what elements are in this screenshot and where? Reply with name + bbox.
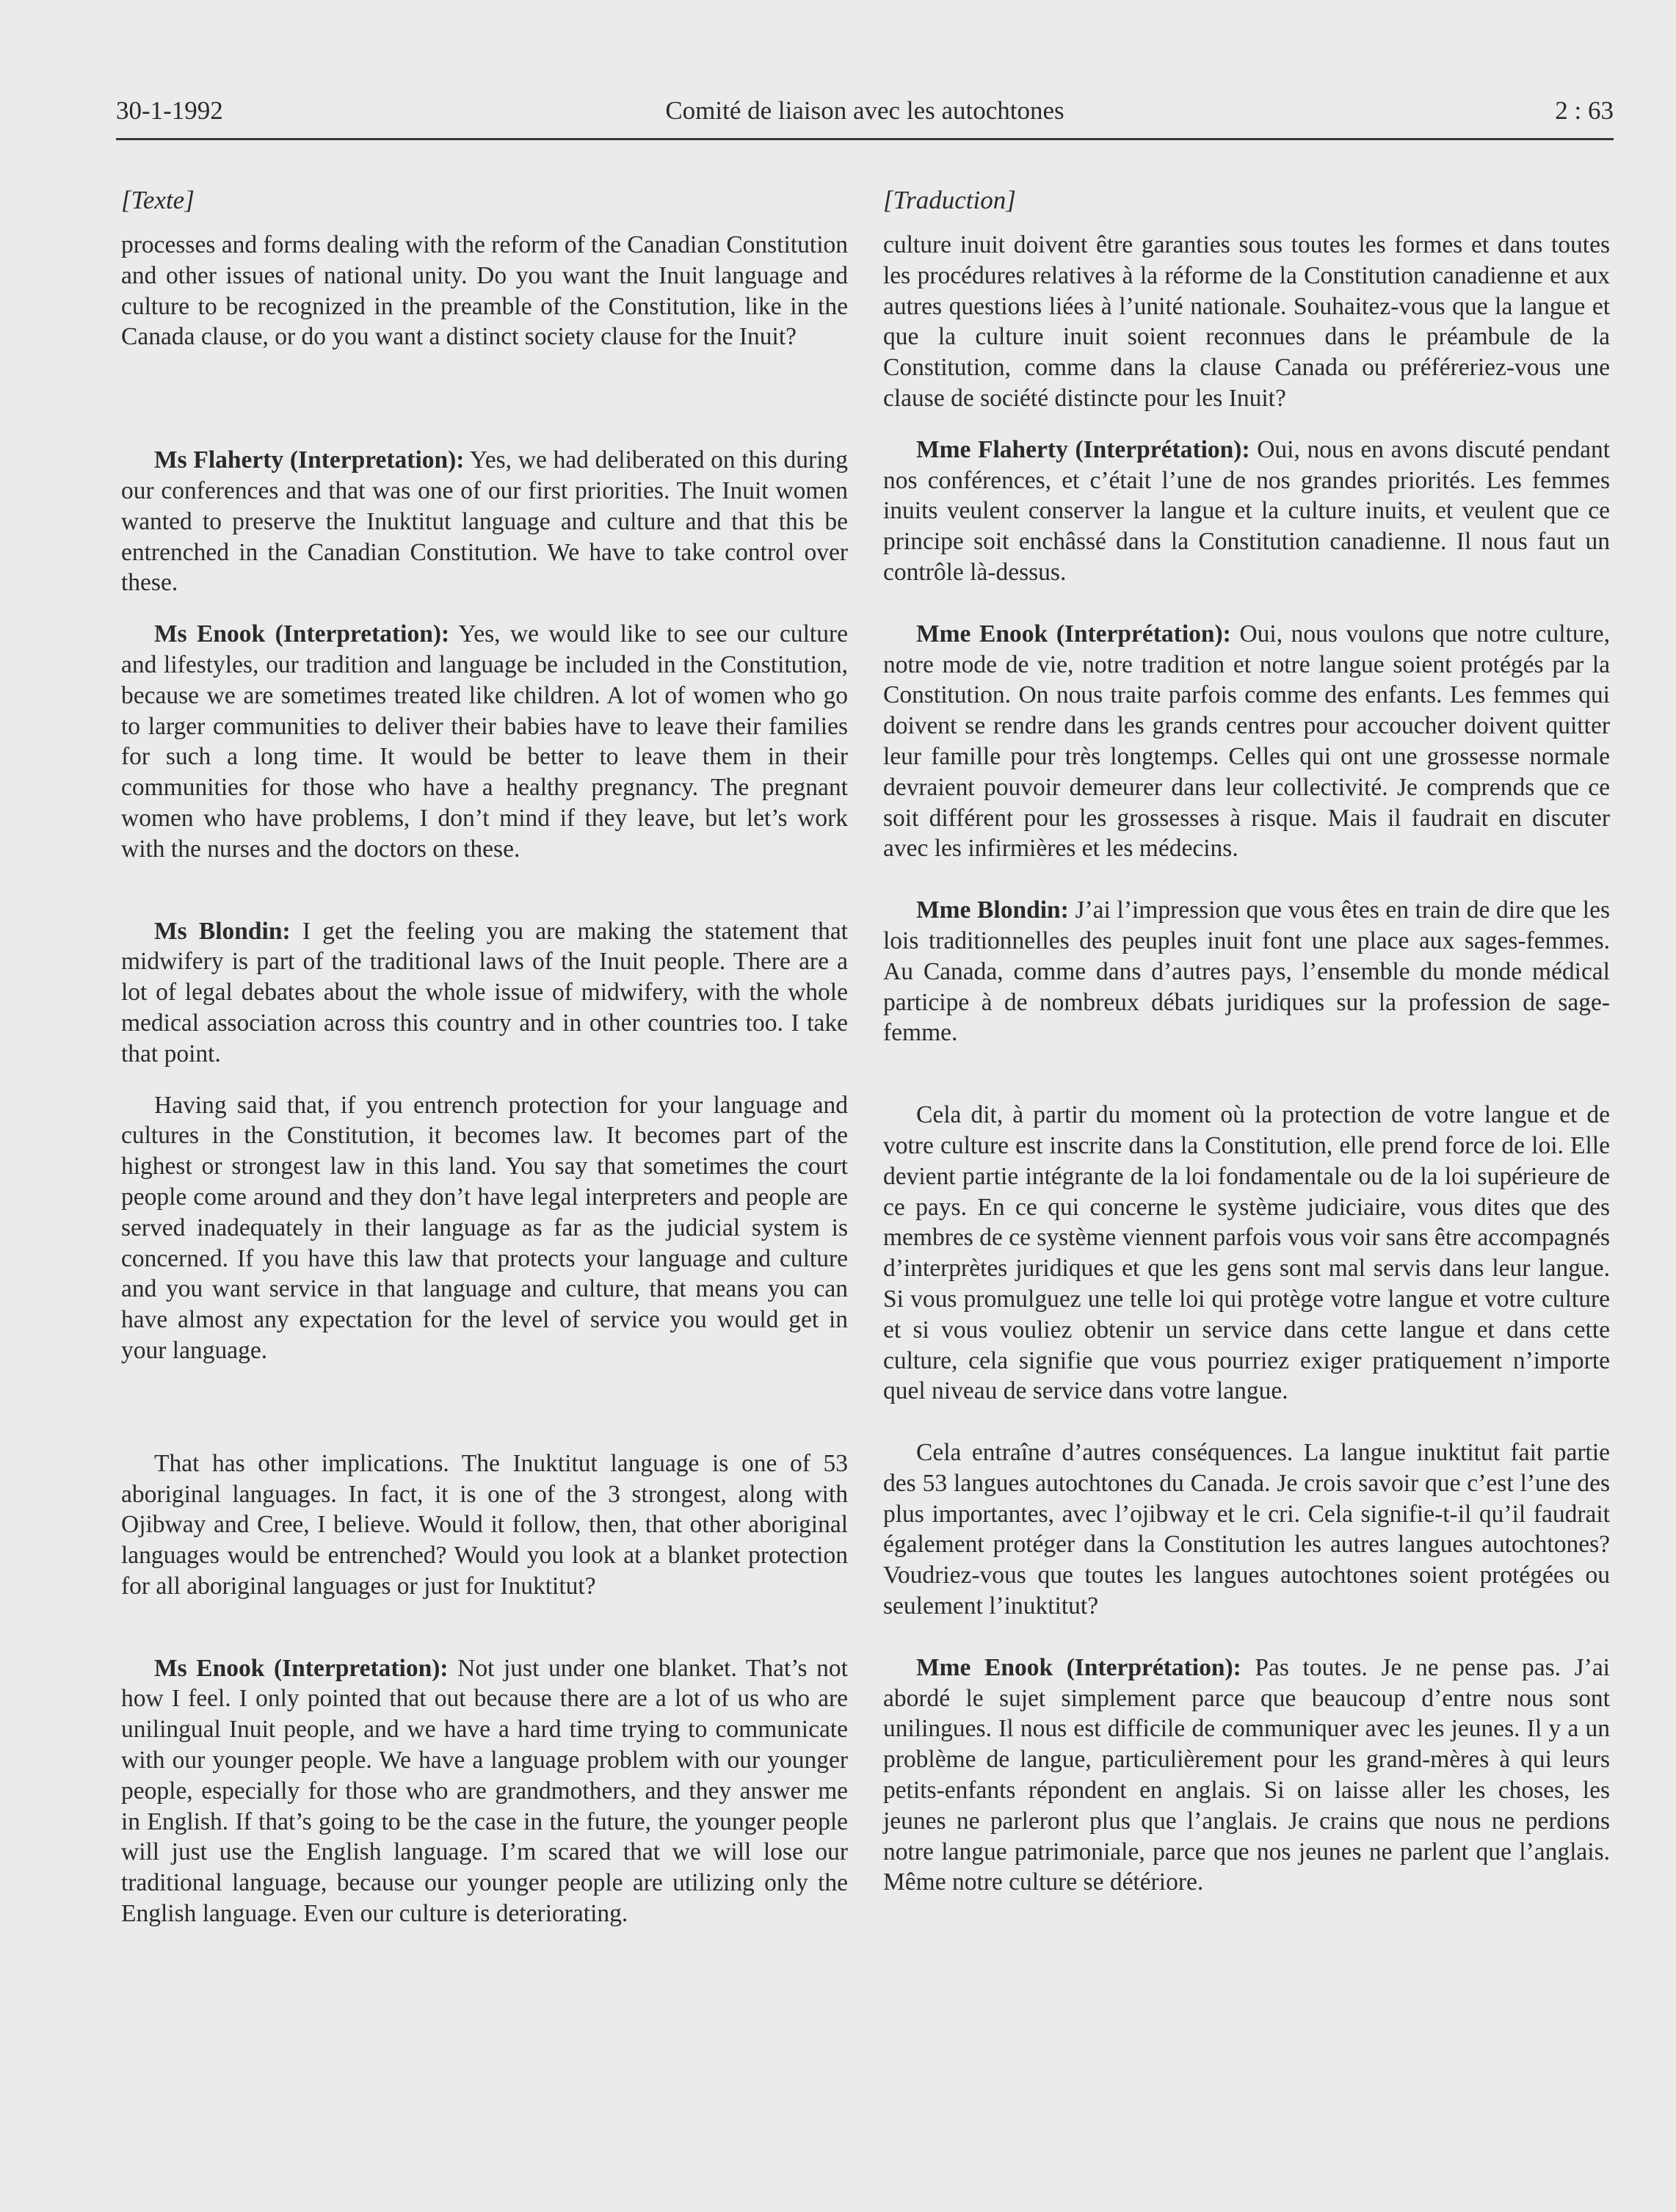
speaker-name: Ms Blondin: bbox=[154, 917, 291, 945]
header-page-number: 2 : 63 bbox=[1555, 96, 1614, 125]
speech-text: Pas toutes. Je ne pense pas. J’ai abordé le sujet simplement parce que beaucoup d’entre nous sont unilingues. Il nous est difficile de communiquer avec les jeunes. Il y a un problème de langue, particulièrement pour les grand-mères à qui leurs petits-enfants répondent en anglais. Si on laisse aller les choses, les jeunes ne parleront plus que l’anglais. Je crains que nous ne perdions notre langue patrimoniale, parce que nos jeunes ne parlent que l’anglais. Même notre culture se détériore. bbox=[883, 1653, 1610, 1896]
speech-text: I get the feeling you are making the statement that midwifery is part of the traditional laws of the Inuit people. There are a lot of legal debates about the whole issue of midwifery, with the whole medical association across this country and in other countries too. I take that point. bbox=[121, 917, 848, 1067]
speech-text: Yes, we had deliberated on this during our conferences and that was one of our first priorities. The Inuit women wanted to preserve the Inuktitut language and culture and that this be entrenched in the Canadian Constitution. We have to take control over these. bbox=[121, 446, 848, 597]
speech-text: Not just under one blanket. That’s not how I feel. I only pointed that out because there are a lot of us who are unilingual Inuit people, and we have a hard time trying to communicate with our younger people. We have a language problem with our younger people, especially for those who are grandmothers, and they answer me in English. If that’s going to be the case in the future, the younger people will just use the English language. I’m scared that we will lose our traditional language, because our younger people are utilizing only the English language. Even our culture is deteriorating. bbox=[121, 1654, 848, 1928]
paragraph-blondin bbox=[883, 895, 1610, 1048]
speech-text: Yes, we would like to see our culture and lifestyles, our tradition and language be included in the Constitution, because we are sometimes treated like children. A lot of women who go to larger communities to deliver their babies have to leave their families for such a long time. It would be better to leave them in their communities for those who have a healthy pregnancy. The pregnant women who have problems, I don’t mind if they leave, but let’s work with the nurses and the doctors on these. bbox=[121, 620, 849, 863]
paragraph-blondin-cont: Having said that, if you entrench protection for your language and cultures in the Constitution, it becomes law. It becomes part of the highest or strongest law in this land. You say that sometimes the court people come around and they don’t have legal interpreters and people are served inadequately in their language as far as the judicial system is concerned. If you have this law that protects your language and culture and you want service in that language and culture, that means you can have almost any expectation for the level of service you would get in your language. bbox=[121, 1091, 848, 1364]
paragraph-flaherty bbox=[883, 435, 1610, 588]
paragraph-flaherty bbox=[121, 445, 848, 598]
running-header bbox=[116, 87, 1614, 140]
speaker-name: Ms Enook (Interpretation): bbox=[154, 620, 450, 648]
paragraph-enook bbox=[883, 619, 1610, 864]
column-label-traduction: [Traduction] bbox=[883, 186, 1016, 214]
paragraph-enook bbox=[121, 619, 848, 864]
header-title: Comité de liaison avec les autochtones bbox=[665, 96, 1064, 125]
header-date: 30-1-1992 bbox=[116, 96, 223, 125]
speaker-name: Mme Enook (Interprétation): bbox=[916, 1653, 1241, 1681]
speaker-name: Mme Flaherty (Interprétation): bbox=[916, 435, 1250, 463]
speaker-name: Mme Enook (Interprétation): bbox=[916, 620, 1231, 648]
paragraph-blondin-cont: Cela dit, à partir du moment où la protection de votre langue et de votre culture est inscrite dans la Constitution, elle prend force de loi. Elle devient partie intégrante de la loi fondamentale ou de la loi supérieure de ce pays. En ce qui concerne le système judiciaire, vous dites que des membres de ce système viennent parfois vous voir sans être accompagnés d’interprètes juridiques et que les gens sont mal servis dans leur langue. Si vous promulguez une telle loi qui protège votre langue et votre culture et si vous vouliez obtenir un service dans cette langue et dans cette culture, cela signifie que vous pourriez exiger pratiquement n’importe quel niveau de service dans votre langue. bbox=[883, 1101, 1610, 1405]
paragraph-blondin bbox=[121, 916, 848, 1070]
speaker-name: Ms Flaherty (Interpretation): bbox=[154, 446, 465, 474]
speech-text: Oui, nous en avons discuté pendant nos conférences, et c’était l’une de nos grandes priorités. Les femmes inuits veulent conserver la langue et la culture inuits, et veulent que ce principe soit enchâssé dans la Constitution canadienne. Il nous faut un contrôle là-dessus. bbox=[883, 435, 1611, 586]
speech-text: J’ai l’impression que vous êtes en train de dire que les lois traditionnelles des peuples inuit font une place aux sages-femmes. Au Canada, comme dans d’autres pays, l’ensemble du monde médical participe à de nombreux débats juridiques sur la profession de sage-femme. bbox=[883, 896, 1611, 1047]
paragraph-enook-2 bbox=[121, 1653, 848, 1929]
column-label-texte: [Texte] bbox=[121, 186, 195, 214]
english-column bbox=[121, 184, 848, 1929]
paragraph-enook-2 bbox=[883, 1653, 1610, 1898]
french-column bbox=[883, 184, 1610, 1898]
paragraph-implications: That has other implications. The Inuktitut language is one of 53 aboriginal languages. In fact, it is one of the 3 strongest, along with Ojibway and Cree, I believe. Would it follow, then, that other aboriginal languages would be entrenched? Would you look at a blanket protection for all aboriginal languages or just for Inuktitut? bbox=[121, 1449, 848, 1600]
paragraph-continuation: processes and forms dealing with the reform of the Canadian Constitution and other issues of national unity. Do you want the Inuit language and culture to be recognized in the preamble of the Constitution, like in the Canada clause, or do you want a distinct society clause for the Inuit? bbox=[121, 231, 848, 351]
speaker-name: Mme Blondin: bbox=[916, 896, 1069, 924]
speaker-name: Ms Enook (Interpretation): bbox=[154, 1654, 449, 1682]
speech-text: Oui, nous voulons que notre culture, notre mode de vie, notre tradition et notre langue soient protégés par la Constitution. On nous traite parfois comme des enfants. Les femmes qui doivent se rendre dans les grands centres pour accoucher doivent quitter leur famille pour très longtemps. Celles qui ont une grossesse normale devraient pouvoir demeurer dans leur collectivité. Je comprends que ce soit différent pour les grossesses à risque. Mais il faudrait en discuter avec les infirmières et les médecins. bbox=[883, 620, 1610, 863]
paragraph-implications: Cela entraîne d’autres conséquences. La langue inuktitut fait partie des 53 langues autochtones du Canada. Je crois savoir que c’est l’une des plus importantes, avec l’ojibway et le cri. Cela signifie-t-il qu’il faudrait également protéger dans la Constitution les autres langues autochtones? Voudriez-vous que toutes les langues autochtones soient protégées ou seulement l’inuktitut? bbox=[883, 1439, 1610, 1620]
paragraph-continuation: culture inuit doivent être garanties sous toutes les formes et dans toutes les procédures relatives à la réforme de la Constitution canadienne et aux autres questions liées à l’unité nationale. Souhaitez-vous que la langue et que la culture inuit soient reconnues dans le préambule de la Constitution, comme dans la clause Canada ou préféreriez-vous une clause de société distincte pour les Inuit? bbox=[883, 231, 1610, 412]
